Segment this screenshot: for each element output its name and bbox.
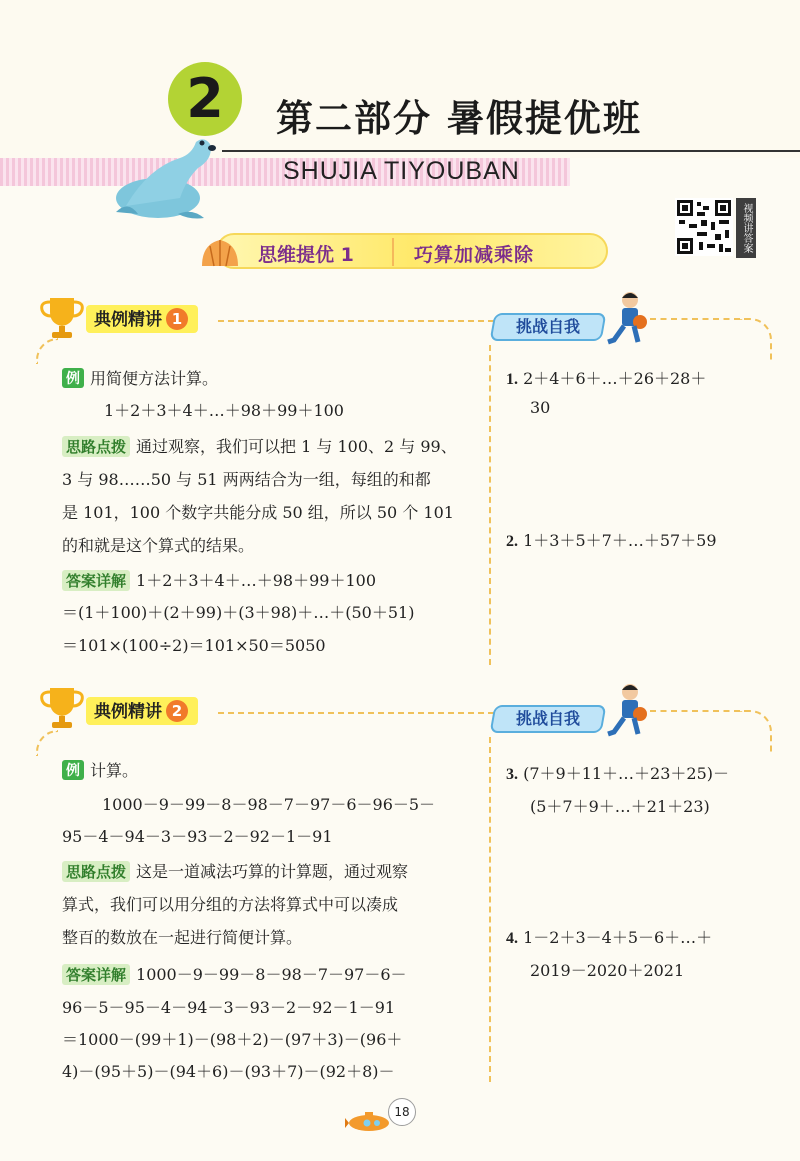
problem-4-text-1: 1－2＋3－4＋5－6＋…＋ — [523, 928, 713, 947]
example-1-tag: 例 — [62, 368, 84, 388]
example-1-hint-tag: 思路点拨 — [62, 436, 130, 457]
problem-1-number: 1. — [506, 371, 518, 388]
qr-caption: 视频讲答案 — [736, 198, 756, 258]
trophy-icon — [36, 684, 88, 732]
example-1-answer-tag: 答案详解 — [62, 570, 130, 591]
example-2-answer-line-1 — [62, 962, 407, 985]
section-label: 思维提优 1 — [258, 244, 354, 266]
part-title: 第二部分 暑假提优班 — [276, 97, 642, 140]
example-2-answer-line-2: 96－5－95－4－94－3－93－2－92－1－91 — [62, 998, 396, 1017]
example-2-hint-text-1: 这是一道减法巧算的计算题，通过观察 — [136, 862, 409, 881]
example-1-prompt: 用简便方法计算。 — [90, 369, 219, 388]
basketball-boy-icon — [604, 682, 650, 742]
problem-1-line-2: 30 — [530, 398, 551, 417]
qr-code-icon[interactable] — [675, 198, 733, 256]
example-1-number: 1 — [166, 308, 188, 330]
challenge-1-text: 挑战自我 — [515, 317, 580, 336]
trophy-icon — [36, 294, 88, 342]
column-divider-1 — [489, 345, 491, 665]
challenge-2-badge — [490, 705, 607, 733]
example-2-label — [86, 697, 198, 725]
example-1-expression: 1＋2＋3＋4＋…＋98＋99＋100 — [104, 401, 344, 420]
section-title: 巧算加减乘除 — [414, 244, 535, 266]
example-1-label-text: 典例精讲 — [94, 310, 162, 330]
seal-mascot-icon — [108, 128, 218, 224]
example-1-hint-line-2: 3 与 98……50 与 51 两两结合为一组，每组的和都 — [62, 470, 431, 489]
submarine-icon — [345, 1110, 391, 1132]
example-1-divider — [218, 320, 494, 322]
example-2-hint-tag: 思路点拨 — [62, 861, 130, 882]
problem-2-number: 2. — [506, 533, 518, 550]
column-divider-2 — [489, 737, 491, 1082]
example-2-answer-line-3: ＝1000－(99＋1)－(98＋2)－(97＋3)－(96＋ — [62, 1030, 403, 1049]
example-2-number: 2 — [166, 700, 188, 722]
example-2-answer-line-4: 4)－(95＋5)－(94＋6)－(93＋7)－(92＋8)－ — [62, 1062, 395, 1081]
example-2-expression-1: 1000－9－99－8－98－7－97－6－96－5－ — [102, 795, 436, 814]
problem-1-line-1 — [506, 366, 706, 389]
basketball-boy-icon — [604, 290, 650, 350]
example-2-answer-text-1: 1000－9－99－8－98－7－97－6－ — [136, 965, 407, 984]
example-2-tag: 例 — [62, 760, 84, 780]
page-number: 18 — [388, 1098, 416, 1126]
challenge-2-divider — [650, 710, 740, 712]
example-2-hint-line-1 — [62, 859, 408, 882]
problem-3-text-1: (7＋9＋11＋…＋23＋25)－ — [523, 764, 730, 783]
example-1-hint-line-1 — [62, 434, 457, 457]
challenge-2-corner — [740, 710, 772, 752]
header-rule — [222, 150, 800, 152]
challenge-1-corner — [740, 318, 772, 360]
banner-separator — [392, 238, 394, 266]
problem-3-line-1 — [506, 761, 729, 784]
example-2-prompt: 计算。 — [90, 761, 139, 780]
example-1-answer-line-2: ＝(1＋100)＋(2＋99)＋(3＋98)＋…＋(50＋51) — [62, 603, 415, 622]
example-2-expression-2: 95－4－94－3－93－2－92－1－91 — [62, 827, 333, 846]
part-subtitle: SHUJIA TIYOUBAN — [283, 157, 520, 185]
example-2-prompt-line — [62, 758, 138, 781]
problem-2-line-1 — [506, 528, 717, 551]
example-1-answer-text-1: 1＋2＋3＋4＋…＋98＋99＋100 — [136, 571, 376, 590]
example-2-hint-line-3: 整百的数放在一起进行简便计算。 — [62, 928, 303, 947]
problem-4-line-2: 2019－2020＋2021 — [530, 961, 685, 980]
example-1-hint-text-1: 通过观察，我们可以把 1 与 100、2 与 99、 — [136, 437, 457, 456]
challenge-2-text: 挑战自我 — [515, 709, 580, 728]
problem-3-line-2: (5＋7＋9＋…＋21＋23) — [530, 797, 710, 816]
example-2-answer-tag: 答案详解 — [62, 964, 130, 985]
example-1-hint-line-3: 是 101，100 个数字共能分成 50 组，所以 50 个 101 — [62, 503, 454, 522]
problem-3-number: 3. — [506, 766, 518, 783]
problem-4-line-1 — [506, 925, 712, 948]
problem-2-text-1: 1＋3＋5＋7＋…＋57＋59 — [523, 531, 717, 550]
part-number-badge: 2 — [168, 62, 242, 136]
problem-1-text-1: 2＋4＋6＋…＋26＋28＋ — [523, 369, 707, 388]
challenge-1-badge — [490, 313, 607, 341]
example-2-label-text: 典例精讲 — [94, 702, 162, 722]
example-2-divider — [218, 712, 494, 714]
shell-icon — [198, 236, 242, 270]
example-1-answer-line-3: ＝101×(100÷2)＝101×50＝5050 — [62, 636, 326, 655]
example-1-prompt-line — [62, 366, 218, 389]
problem-4-number: 4. — [506, 930, 518, 947]
example-1-hint-line-4: 的和就是这个算式的结果。 — [62, 536, 255, 555]
example-1-answer-line-1 — [62, 568, 376, 591]
example-1-label — [86, 305, 198, 333]
example-2-hint-line-2: 算式，我们可以用分组的方法将算式中可以凑成 — [62, 895, 399, 914]
example-2-corner — [36, 730, 58, 756]
challenge-1-divider — [650, 318, 740, 320]
